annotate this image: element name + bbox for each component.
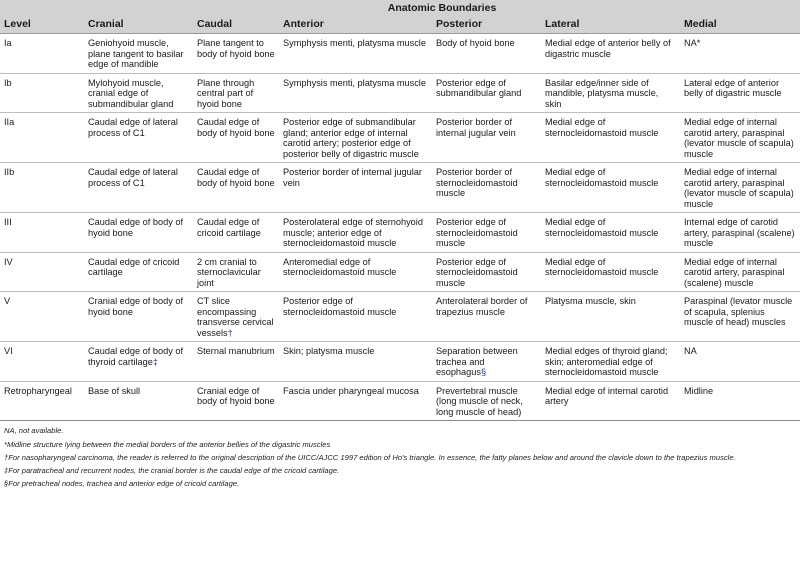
cell-text: Fascia under pharyngeal mucosa [283, 385, 419, 396]
cell-level [0, 292, 84, 342]
cell-cranial [84, 292, 193, 342]
cell-text: Caudal edge of body of hyoid bone [88, 217, 184, 238]
cell-posterior [432, 73, 541, 113]
cell-caudal [193, 292, 279, 342]
cell-caudal [193, 163, 279, 213]
cell-text: Cranial edge of body of hyoid bone [88, 296, 184, 317]
cell-text: Lateral edge of anterior belly of digastric muscle [684, 77, 782, 98]
cell-text: Anterolateral border of trapezius muscle [436, 296, 528, 317]
cell-text: Medial edge of sternocleidomastoid muscle [545, 167, 659, 188]
footnote-mark: § [480, 367, 487, 377]
cell-text: IIb [4, 167, 15, 177]
cell-medial [680, 34, 800, 74]
cell-posterior [432, 381, 541, 421]
cell-text: Plane through central part of hyoid bone [197, 77, 255, 109]
cell-level [0, 342, 84, 382]
footnote-star: *Midline structure lying between the medial borders of the anterior bellies of the digastric muscles [4, 440, 331, 449]
cell-text: 2 cm cranial to sternoclavicular joint [197, 256, 261, 288]
cell-cranial [84, 163, 193, 213]
column-header-anterior: Anterior [279, 15, 432, 34]
cell-lateral [541, 292, 680, 342]
column-header-cranial: Cranial [84, 15, 193, 34]
cell-anterior [279, 381, 432, 421]
cell-text: Ia [4, 38, 12, 48]
cell-text: Anteromedial edge of sternocleidomastoid muscle [283, 256, 397, 277]
cell-level [0, 34, 84, 74]
cell-medial [680, 213, 800, 253]
cell-text: Medial edge of anterior belly of digastric muscle [545, 38, 671, 59]
cell-level [0, 381, 84, 421]
cell-text: NA [684, 346, 697, 356]
cell-text: Mylohyoid muscle, cranial edge of submandibular gland [88, 77, 174, 109]
cell-caudal [193, 252, 279, 292]
cell-text: Medial edge of sternocleidomastoid muscle [545, 256, 659, 277]
cell-text: Body of hyoid bone [436, 38, 515, 48]
cell-lateral [541, 113, 680, 163]
table-body [0, 34, 800, 421]
cell-text: Caudal edge of lateral process of C1 [88, 167, 178, 188]
footnote-double-dagger: ‡For paratracheal and recurrent nodes, the cranial border is the caudal edge of the cricoid cartilage. [4, 466, 340, 475]
cell-text: Posterior edge of sternocleidomastoid muscle [283, 296, 397, 317]
cell-text: Posterior edge of submandibular gland; anterior edge of internal carotid artery; posterior edge of posterior belly of digastric muscle [283, 117, 419, 159]
footnote-section: §For pretracheal nodes, trachea and anterior edge of cricoid cartilage. [4, 479, 240, 488]
cell-text: Caudal edge of cricoid cartilage [88, 256, 180, 277]
cell-text: Medial edge of sternocleidomastoid muscle [545, 217, 659, 238]
cell-text: Skin; platysma muscle [283, 346, 375, 356]
table-row [0, 213, 800, 253]
cell-cranial [84, 252, 193, 292]
cell-text: Medial edge of internal carotid artery [545, 385, 669, 406]
cell-level [0, 113, 84, 163]
cell-text: Medial edge of internal carotid artery, paraspinal (scalene) muscle [684, 256, 785, 288]
cell-anterior [279, 342, 432, 382]
table-row [0, 292, 800, 342]
cell-text: Caudal edge of cricoid cartilage [197, 217, 261, 238]
footnote-dagger: †For nasopharyngeal carcinoma, the reader is referred to the original description of the UICC/AJCC 1997 edition of Ho's triangle. In essence, the fatty planes below and around the clavicle down to the trapezius muscle. [4, 453, 736, 462]
cell-text: Medial edge of internal carotid artery, paraspinal (levator muscle of scapula) muscle [684, 117, 794, 159]
table-row [0, 163, 800, 213]
cell-lateral [541, 73, 680, 113]
cell-posterior [432, 213, 541, 253]
cell-caudal [193, 381, 279, 421]
cell-text: Symphysis menti, platysma muscle [283, 38, 426, 48]
cell-text: Separation between trachea and esophagus [436, 346, 518, 377]
cell-cranial [84, 381, 193, 421]
cell-level [0, 213, 84, 253]
cell-text: Medial edge of internal carotid artery, paraspinal (levator muscle of scapula) muscle [684, 167, 794, 209]
table-row [0, 342, 800, 382]
cell-anterior [279, 252, 432, 292]
cell-text: Posterior edge of sternocleidomastoid muscle [436, 217, 518, 248]
cell-text: Paraspinal (levator muscle of scapula, splenius muscle of head) muscles [684, 296, 793, 327]
cell-text: Platysma muscle, skin [545, 296, 636, 306]
footnotes [0, 421, 800, 488]
cell-level [0, 163, 84, 213]
cell-lateral [541, 252, 680, 292]
cell-posterior [432, 342, 541, 382]
cell-posterior [432, 292, 541, 342]
cell-text: Caudal edge of body of hyoid bone [197, 167, 275, 188]
cell-medial [680, 292, 800, 342]
cell-text: Posterior edge of sternocleidomastoid muscle [436, 256, 518, 288]
cell-cranial [84, 213, 193, 253]
table-row [0, 73, 800, 113]
cell-text: Cranial edge of body of hyoid bone [197, 385, 275, 406]
cell-text: Internal edge of carotid artery, paraspinal (scalene) muscle [684, 217, 795, 248]
cell-text: Symphysis menti, platysma muscle [283, 77, 426, 88]
cell-text: Midline [684, 385, 714, 396]
cell-anterior [279, 73, 432, 113]
cell-lateral [541, 213, 680, 253]
cell-text: III [4, 217, 12, 227]
cell-cranial [84, 342, 193, 382]
cell-text: Basilar edge/inner side of mandible, platysma muscle, skin [545, 77, 659, 109]
cell-text: IIa [4, 117, 15, 127]
cell-text: V [4, 296, 11, 306]
cell-level [0, 73, 84, 113]
cell-text: Caudal edge of body of thyroid cartilage [88, 346, 184, 367]
footnote-na: NA, not available. [4, 426, 64, 435]
cell-text: Sternal manubrium [197, 346, 275, 356]
cell-lateral [541, 342, 680, 382]
cell-medial [680, 113, 800, 163]
cell-text: Posterior border of internal jugular vein [436, 117, 516, 138]
cell-text: Posterolateral edge of sternohyoid muscle; anterior edge of sternocleidomastoid muscle [283, 217, 423, 248]
table-row [0, 113, 800, 163]
cell-posterior [432, 163, 541, 213]
cell-anterior [279, 34, 432, 74]
cell-posterior [432, 113, 541, 163]
cell-text: Caudal edge of body of hyoid bone [197, 117, 275, 138]
cell-text: Posterior border of internal jugular vein [283, 167, 422, 188]
footnote-mark: † [227, 327, 233, 338]
cell-text: Base of skull [88, 385, 141, 396]
cell-text: Geniohyoid muscle, plane tangent to basilar edge of mandible [88, 38, 184, 69]
cell-text: Prevertebral muscle (long muscle of neck, long muscle of head) [436, 385, 523, 417]
cell-medial [680, 342, 800, 382]
cell-lateral [541, 34, 680, 74]
cell-anterior [279, 292, 432, 342]
column-header-level: Level [0, 15, 84, 34]
cell-medial [680, 73, 800, 113]
cell-anterior [279, 163, 432, 213]
cell-text: CT slice encompassing transverse cervical vessels [197, 296, 274, 338]
table-row [0, 381, 800, 421]
cell-text: Caudal edge of lateral process of C1 [88, 117, 178, 138]
cell-text: Ib [4, 77, 12, 88]
cell-medial [680, 252, 800, 292]
cell-text: Medial edges of thyroid gland; skin; anteromedial edge of sternocleidomastoid muscle [545, 346, 668, 377]
cell-lateral [541, 163, 680, 213]
cell-cranial [84, 34, 193, 74]
cell-lateral [541, 381, 680, 421]
cell-text: Posterior edge of submandibular gland [436, 77, 522, 98]
cell-anterior [279, 113, 432, 163]
cell-caudal [193, 113, 279, 163]
table-row [0, 252, 800, 292]
cell-text: Plane tangent to body of hyoid bone [197, 38, 275, 59]
cell-text: Retropharyngeal [4, 385, 72, 396]
cell-text: Posterior border of sternocleidomastoid muscle [436, 167, 518, 198]
cell-level [0, 252, 84, 292]
band-title: Anatomic Boundaries [84, 0, 800, 15]
cell-caudal [193, 213, 279, 253]
cell-caudal [193, 73, 279, 113]
cell-posterior [432, 34, 541, 74]
cell-medial [680, 163, 800, 213]
cell-text: VI [4, 346, 13, 356]
cell-cranial [84, 73, 193, 113]
footnote-mark: ‡ [152, 356, 158, 367]
cell-text: Medial edge of sternocleidomastoid muscle [545, 117, 659, 138]
cell-posterior [432, 252, 541, 292]
column-header-caudal: Caudal [193, 15, 279, 34]
cell-text: NA* [684, 38, 701, 48]
cell-anterior [279, 213, 432, 253]
band-spacer [0, 0, 84, 15]
table-row [0, 34, 800, 74]
header-band-row [0, 0, 800, 15]
cell-medial [680, 381, 800, 421]
column-header-medial: Medial [680, 15, 800, 34]
column-header-row [0, 15, 800, 34]
cell-cranial [84, 113, 193, 163]
column-header-posterior: Posterior [432, 15, 541, 34]
cell-caudal [193, 34, 279, 74]
cell-caudal [193, 342, 279, 382]
cell-text: IV [4, 256, 13, 267]
column-header-lateral: Lateral [541, 15, 680, 34]
